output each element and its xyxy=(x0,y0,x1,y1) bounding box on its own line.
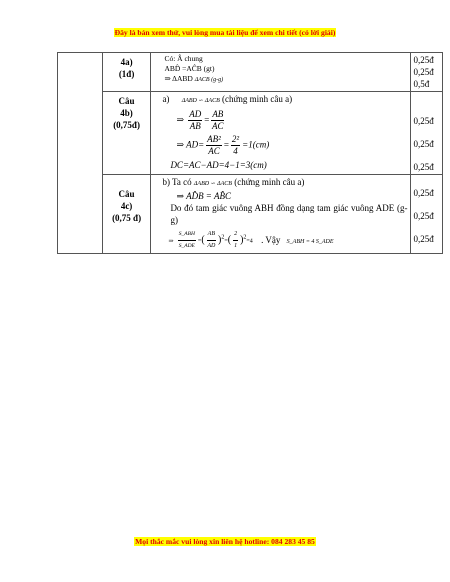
dc-equation: DC=AC−AD=4−1=3(cm) xyxy=(170,160,267,170)
solution-cell: Có: Â chung ABD̂ =AĈB (gt) ⇒ ΔABD ΔACB (g-g) xyxy=(151,53,411,92)
ratio-equation: ⇒ $\frac{AD}{AB}$ = $\frac{AB}{AC}$ xyxy=(176,109,224,131)
area-ratio-equation: ⇒ $\frac{\text{S\_ABH}}{\text{S\_ADE}}$ =( $\frac{AB}{AD}$ )$^2$=( $\frac{2}{1}$ )$^2$=4 . Vậy S_ABH = 4 S_ADE xyxy=(168,231,334,249)
table-row xyxy=(58,53,443,92)
solution-cell: b) Ta có ΔABD ∽ ΔACB (chứng minh câu a) ⇒ AD̂B = AB̂C Do đó tam giác vuông ABH đồng dạng tam giác vuông ADE (g-g) ⇒ $\frac{\text{S\_ABH}}{\text{S\_ADE}}$ =( $\frac{AB}{AD}$ )$^2$=( $\frac{2}{1}$ )$^2$=4 . Vậy S_ABH = 4 S_ADE xyxy=(151,175,411,254)
question-label: Câu 4b) (0,75đ) xyxy=(102,92,151,175)
similarity-paragraph: Do đó tam giác vuông ABH đồng dạng tam giác vuông ADE (g-g) xyxy=(170,203,408,225)
solution-cell: a) ΔABD ∽ ΔACB (chứng minh câu a) ⇒ $\frac{AD}{AB}$ = $\frac{AB}{AC}$ ⇒ AD= $\frac{\text{AB²}}{AC}$ = $\frac{\text{2²}}{4}$ =1(cm) DC=AC−AD=4−1=3(cm) xyxy=(151,92,411,175)
hotline-notice: Mọi thắc mắc vui lòng xin liên hệ hotline: 084 283 45 85 xyxy=(135,537,315,546)
score-cell: 0,25đ 0,25đ 0,25đ xyxy=(411,92,443,175)
preview-notice: Đây là bản xem thử, vui lòng mua tài liệu để xem chi tiết (có lời giải) xyxy=(114,28,336,37)
solution-table xyxy=(57,52,443,254)
score-cell: 0,25đ 0,25đ 0,25đ xyxy=(411,175,443,254)
blank-cell xyxy=(58,53,103,254)
table-row xyxy=(58,92,443,175)
question-label: Câu 4c) (0,75 đ) xyxy=(102,175,151,254)
table-row xyxy=(58,175,443,254)
question-label: 4a) (1đ) xyxy=(102,53,151,92)
angle-equation: ⇒ AD̂B = AB̂C xyxy=(176,191,231,201)
score-cell: 0,25đ 0,25đ 0,5đ xyxy=(411,53,443,92)
ad-equation: ⇒ AD= $\frac{\text{AB²}}{AC}$ = $\frac{\text{2²}}{4}$ =1(cm) xyxy=(176,134,270,156)
